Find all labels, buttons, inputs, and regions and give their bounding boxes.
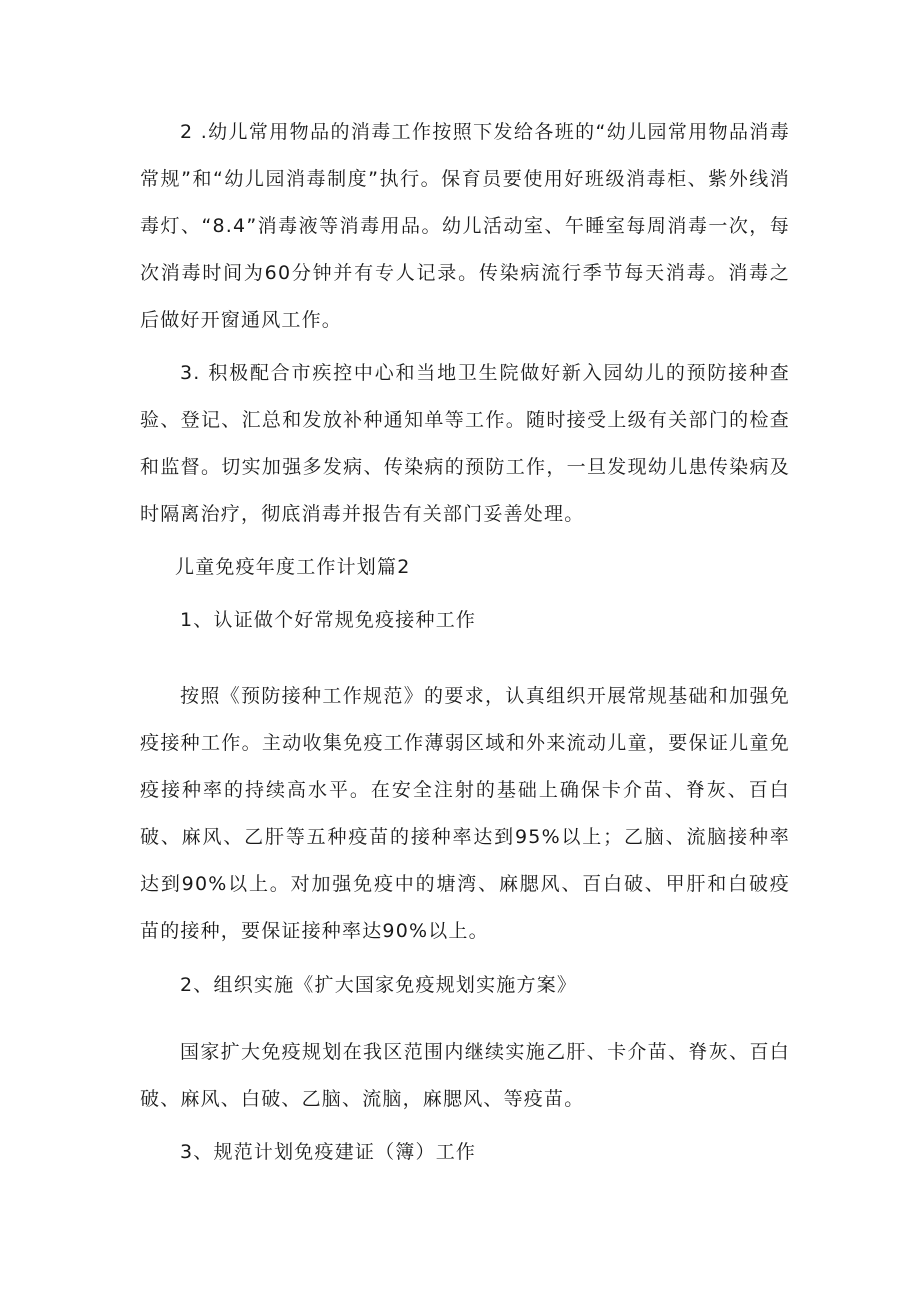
paragraph-immunization-requirements: 按照《预防接种工作规范》的要求，认真组织开展常规基础和加强免疫接种工作。主动收集免疫工作薄弱区域和外来流动儿童，要保证儿童免疫接种率的持续高水平。在安全注射的基础上确保卡介苗、脊灰、百白破、麻风、乙肝等五种疫苗的接种率达到95%以上；乙脑、流脑接种率达到90%以上。对加强免疫中的塘湾、麻腮风、百白破、甲肝和白破疫苗的接种，要保证接种率达90%以上。: [140, 685, 790, 942]
paragraph-disinfection-items: 2 .幼儿常用物品的消毒工作按照下发给各班的“幼儿园常用物品消毒常规”和“幼儿园消毒制度”执行。保育员要使用好班级消毒柜、紫外线消毒灯、“8.4”消毒液等消毒用品。幼儿活动室、午睡室每周消毒一次，每次消毒时间为60分钟并有专人记录。传染病流行季节每天消毒。消毒之后做好开窗通风工作。: [140, 121, 790, 331]
section-title: 儿童免疫年度工作计划篇2: [175, 556, 411, 578]
paragraph-expanded-program: 国家扩大免疫规划在我区范围内继续实施乙肝、卡介苗、脊灰、百白破、麻风、白破、乙脑、流脑，麻腮风、等疫苗。: [140, 1041, 790, 1110]
paragraph-vaccination-check: 3. 积极配合市疾控中心和当地卫生院做好新入园幼儿的预防接种查验、登记、汇总和发放补种通知单等工作。随时接受上级有关部门的检查和监督。切实加强多发病、传染病的预防工作，一旦发现幼儿患传染病及时隔离治疗，彻底消毒并报告有关部门妥善处理。: [140, 362, 790, 525]
heading-expanded-program: 2、组织实施《扩大国家免疫规划实施方案》: [180, 974, 578, 996]
heading-certificate-work: 3、规范计划免疫建证（簿）工作: [180, 1141, 477, 1163]
heading-routine-immunization: 1、认证做个好常规免疫接种工作: [180, 609, 477, 631]
